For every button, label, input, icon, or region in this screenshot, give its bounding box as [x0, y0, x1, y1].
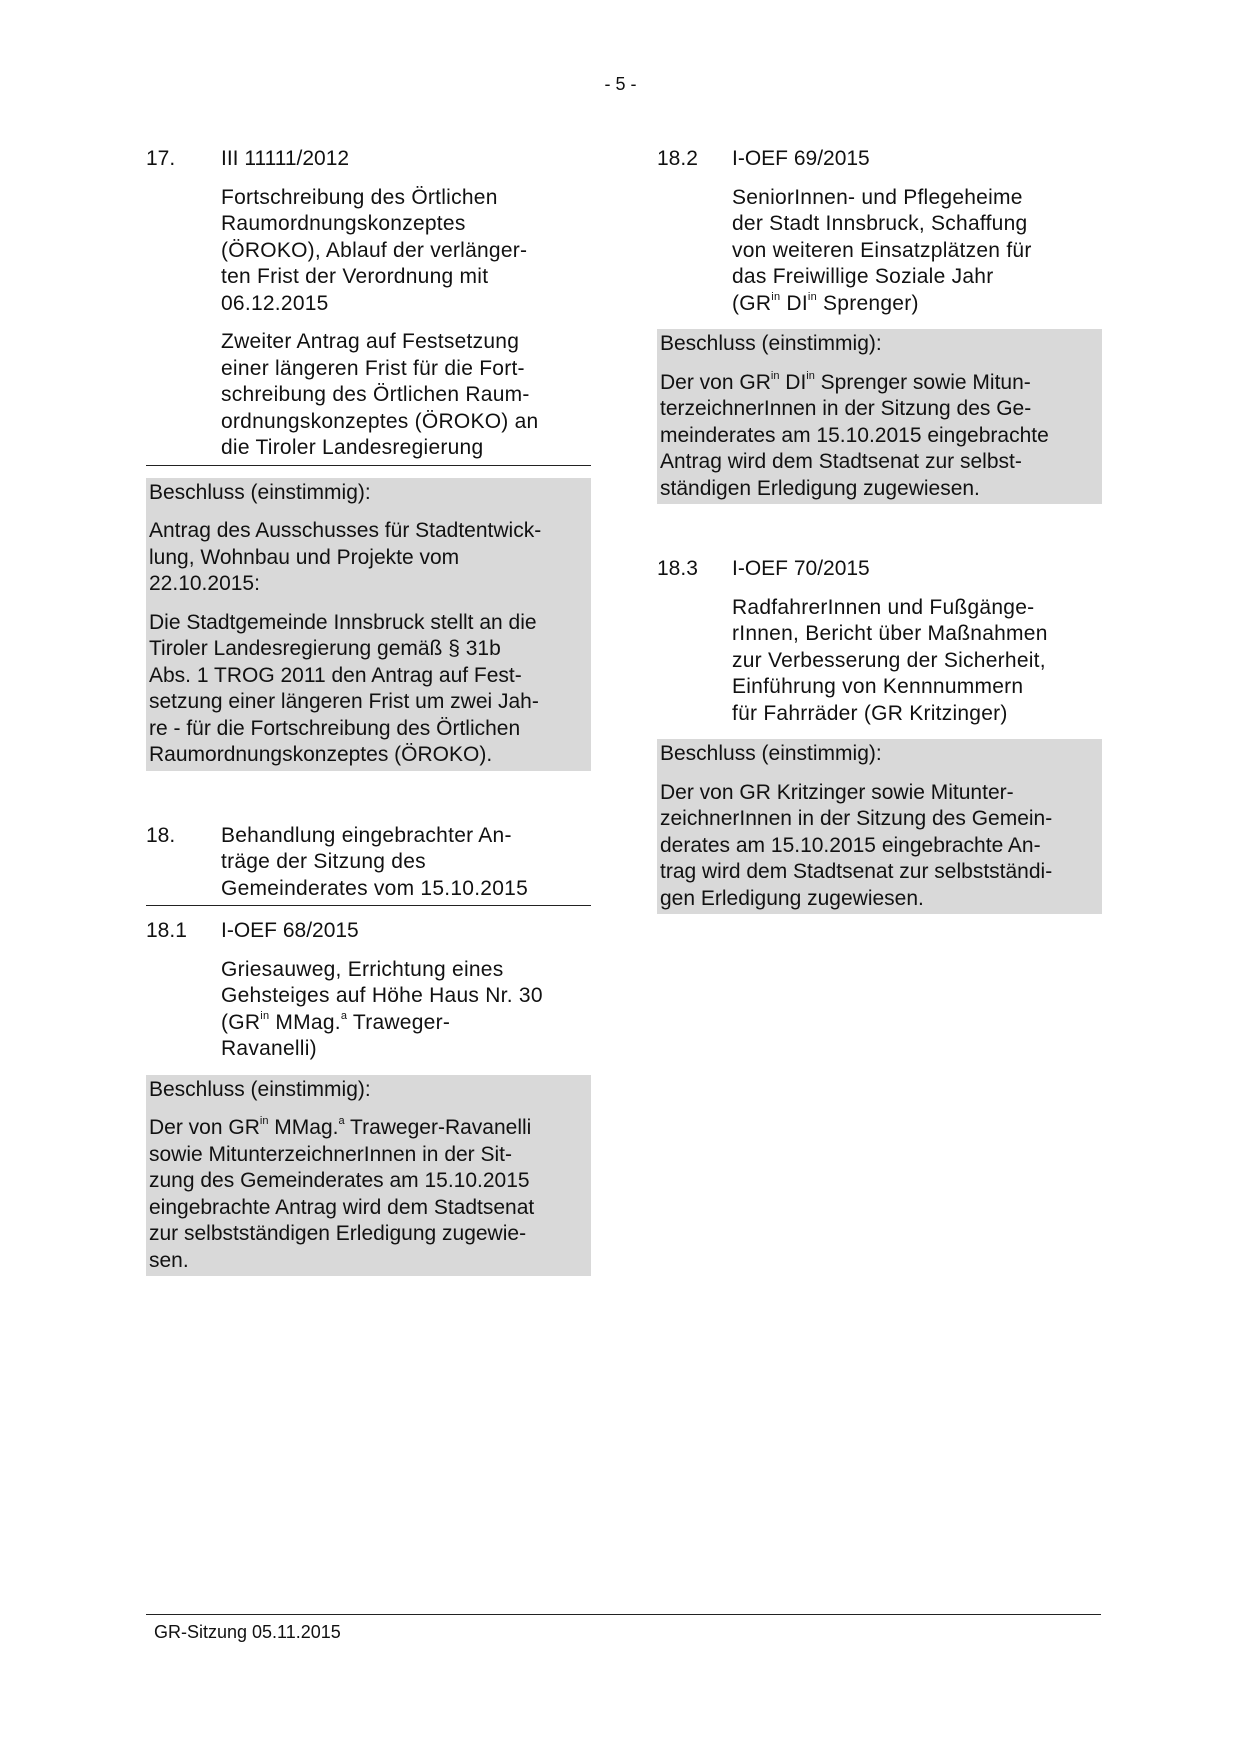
resolution-box: [146, 478, 591, 771]
agenda-item-18-3: [657, 556, 1102, 914]
resolution-intro: Antrag des Ausschusses für Stadtentwick- lung, Wohnbau und Projekte vom 22.10.2015:: [149, 519, 542, 595]
agenda-item-18-1: [146, 918, 591, 1276]
resolution-label: Beschluss (einstimmig):: [660, 742, 882, 765]
item-subject: RadfahrerInnen und Fußgänge- rInnen, Bericht über Maßnahmen zur Verbesserung der Sicherheit, Einführung von Kennnummern für Fahrräder (GR Kritzinger): [732, 595, 1048, 725]
resolution-box: [146, 1075, 591, 1277]
item-number: 18.: [146, 823, 176, 847]
right-column: [657, 146, 1102, 914]
item-reference: I-OEF 68/2015: [221, 919, 359, 942]
resolution-box: [657, 329, 1102, 504]
footer-divider: [146, 1614, 1101, 1615]
resolution-text: Der von GR Kritzinger sowie Mitunter- zeichnerInnen in der Sitzung des Gemein- derates am 15.10.2015 eingebrachte An- trag wird dem Stadtsenat zur selbstständi- gen Erledigung zugewiesen.: [660, 780, 1053, 910]
resolution-text: Der von $GR^{in}$ MMag.$^a$ Traweger-Ravanelli sowie MitunterzeichnerInnen in der Sit- zung des Gemeinderates am 15.10.2015 eingebrachte Antrag wird dem Stadtsenat zur selbstständigen Erledigung zugewie- sen.: [149, 1115, 535, 1272]
resolution-label: Beschluss (einstimmig):: [149, 480, 371, 504]
agenda-item-18: [146, 823, 591, 907]
item-reference: I-OEF 69/2015: [732, 147, 870, 170]
resolution-box: [657, 739, 1102, 914]
resolution-text: Der von $GR^{in}$ $DI^{in}$ Sprenger sowie Mitun- terzeichnerInnen in der Sitzung des Ge- meinderates am 15.10.2015 eingebrachte Antrag wird dem Stadtsenat zur selbst- ständigen Erledigung zugewiesen.: [660, 369, 1049, 500]
item-number: 18.1: [146, 919, 187, 942]
item-18-header: [146, 823, 591, 907]
left-column: [146, 146, 591, 1276]
item-number: 18.3: [657, 557, 698, 580]
resolution-label: Beschluss (einstimmig):: [660, 332, 882, 355]
agenda-item-18-2: [657, 146, 1102, 504]
resolution-label: Beschluss (einstimmig):: [149, 1077, 371, 1101]
item-reference: III 11111/2012: [221, 147, 350, 170]
item-subject: Fortschreibung des Örtlichen Raumordnungskonzeptes (ÖROKO), Ablauf der verlänger- ten Frist der Verordnung mit 06.12.2015: [221, 185, 528, 315]
footer-session-date: GR-Sitzung 05.11.2015: [154, 1622, 341, 1642]
item-subject: SeniorInnen- und Pflegeheime der Stadt Innsbruck, Schaffung von weiteren Einsatzplätzen für das Freiwillige Soziale Jahr ($GR^{in}$ $DI^{in}$ Sprenger): [732, 185, 1032, 315]
page-number: - 5 -: [604, 74, 637, 94]
item-number: 18.2: [657, 147, 698, 170]
resolution-text: Die Stadtgemeinde Innsbruck stellt an die Tiroler Landesregierung gemäß § 31b Abs. 1 TROG 2011 den Antrag auf Fest- setzung einer längeren Frist um zwei Jah- re - für die Fortschreibung des Örtlichen Raumordnungskonzeptes (ÖROKO).: [149, 610, 539, 766]
item-detail: Zweiter Antrag auf Festsetzung einer längeren Frist für die Fort- schreibung des Örtlichen Raum- ordnungskonzeptes (ÖROKO) an die Tiroler Landesregierung: [221, 330, 539, 459]
item-17-header: [146, 146, 591, 466]
item-subject: Griesauweg, Errichtung eines Gehsteiges auf Höhe Haus Nr. 30 ($GR^{in}$ MMag.$^a$ Traweger- Ravanelli): [221, 957, 543, 1060]
item-title: Behandlung eingebrachter An- träge der Sitzung des Gemeinderates vom 15.10.2015: [221, 823, 529, 900]
item-number: 17.: [146, 147, 176, 170]
item-reference: I-OEF 70/2015: [732, 557, 870, 580]
agenda-item-17: [146, 146, 591, 771]
